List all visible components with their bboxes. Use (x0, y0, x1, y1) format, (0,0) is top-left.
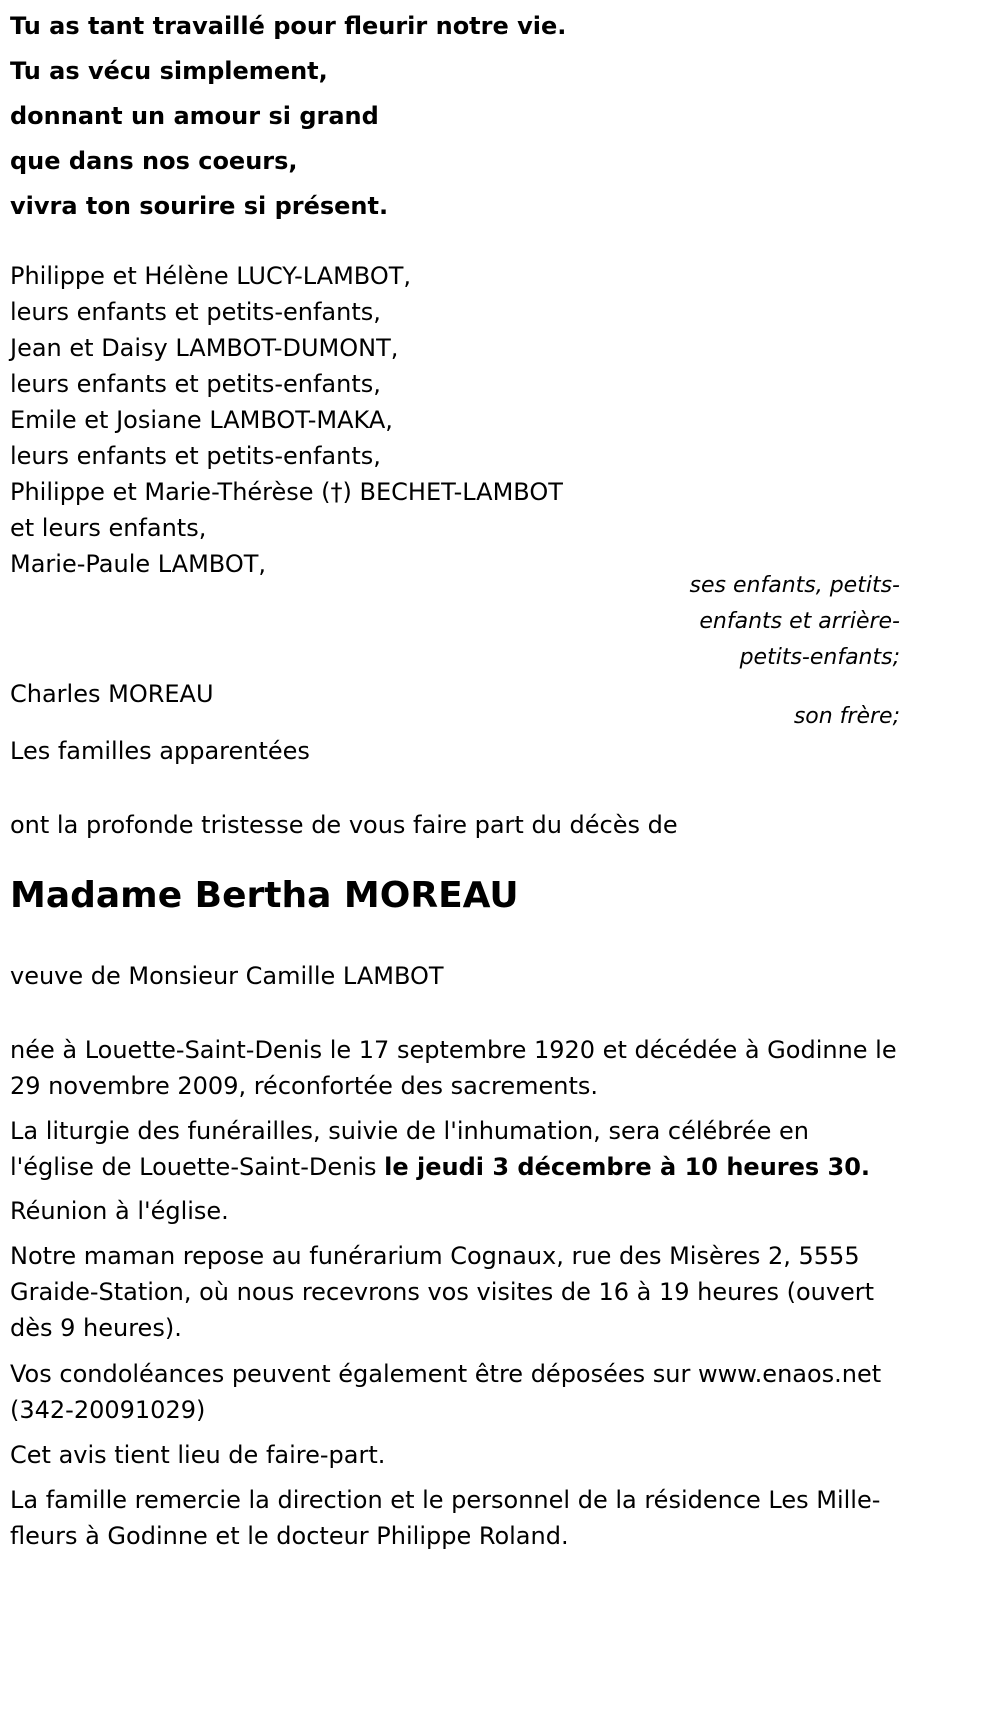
thanks-paragraph: La famille remercie la direction et le personnel de la résidence Les Mille-fleurs à Godinne et le docteur Philippe Roland. (10, 1486, 881, 1550)
meeting-paragraph: Réunion à l'église. (10, 1197, 229, 1225)
poem-line: Tu as vécu simplement, (10, 57, 328, 85)
poem-line: Tu as tant travaillé pour fleurir notre vie. (10, 12, 567, 40)
condolences-paragraph: Vos condoléances peuvent également être déposées sur www.enaos.net (342-20091029) (10, 1360, 882, 1424)
related-families: Les familles apparentées (10, 737, 310, 765)
notice-paragraph: Cet avis tient lieu de faire-part. (10, 1441, 386, 1469)
deceased-name: Madame Bertha MOREAU (10, 875, 519, 916)
poem (10, 4, 900, 229)
family-line: Philippe et Hélène LUCY-LAMBOT, (10, 262, 412, 290)
family-line: et leurs enfants, (10, 514, 207, 542)
poem-line: que dans nos coeurs, (10, 147, 298, 175)
brother-name: Charles MOREAU (10, 680, 214, 708)
obituary-page (10, 0, 900, 1550)
family-line: leurs enfants et petits-enfants, (10, 442, 381, 470)
liturgy-text: La liturgie des funérailles, suivie de l'inhumation, sera célébrée en l'église de Louette-Saint-Denis (10, 1117, 810, 1181)
family-line: Philippe et Marie-Thérèse (†) BECHET-LAMBOT (10, 478, 563, 506)
relation-children (10, 568, 900, 676)
family-line: Jean et Daisy LAMBOT-DUMONT, (10, 334, 399, 362)
announcement: ont la profonde tristesse de vous faire part du décès de (10, 811, 678, 839)
widow-of: veuve de Monsieur Camille LAMBOT (10, 962, 444, 990)
family-line: leurs enfants et petits-enfants, (10, 298, 381, 326)
funeral-home-paragraph: Notre maman repose au funérarium Cognaux, rue des Misères 2, 5555 Graide-Station, où nous recevrons vos visites de 16 à 19 heures (ouvert dès 9 heures). (10, 1242, 875, 1342)
family-line: Emile et Josiane LAMBOT-MAKA, (10, 406, 393, 434)
liturgy-date: le jeudi 3 décembre à 10 heures 30. (384, 1153, 871, 1181)
relation-line: ses enfants, petits- (689, 573, 900, 598)
relation-line: enfants et arrière- (699, 609, 900, 634)
liturgy-paragraph (10, 1113, 900, 1185)
family-line: leurs enfants et petits-enfants, (10, 370, 381, 398)
poem-line: vivra ton sourire si présent. (10, 192, 389, 220)
family-list (10, 258, 900, 582)
relation-brother: son frère; (793, 704, 900, 729)
poem-line: donnant un amour si grand (10, 102, 379, 130)
family-line: Marie-Paule LAMBOT, (10, 550, 267, 578)
relation-line: petits-enfants; (739, 645, 900, 670)
birth-death-paragraph: née à Louette-Saint-Denis le 17 septembre 1920 et décédée à Godinne le 29 novembre 2009, réconfortée des sacrements. (10, 1036, 897, 1100)
